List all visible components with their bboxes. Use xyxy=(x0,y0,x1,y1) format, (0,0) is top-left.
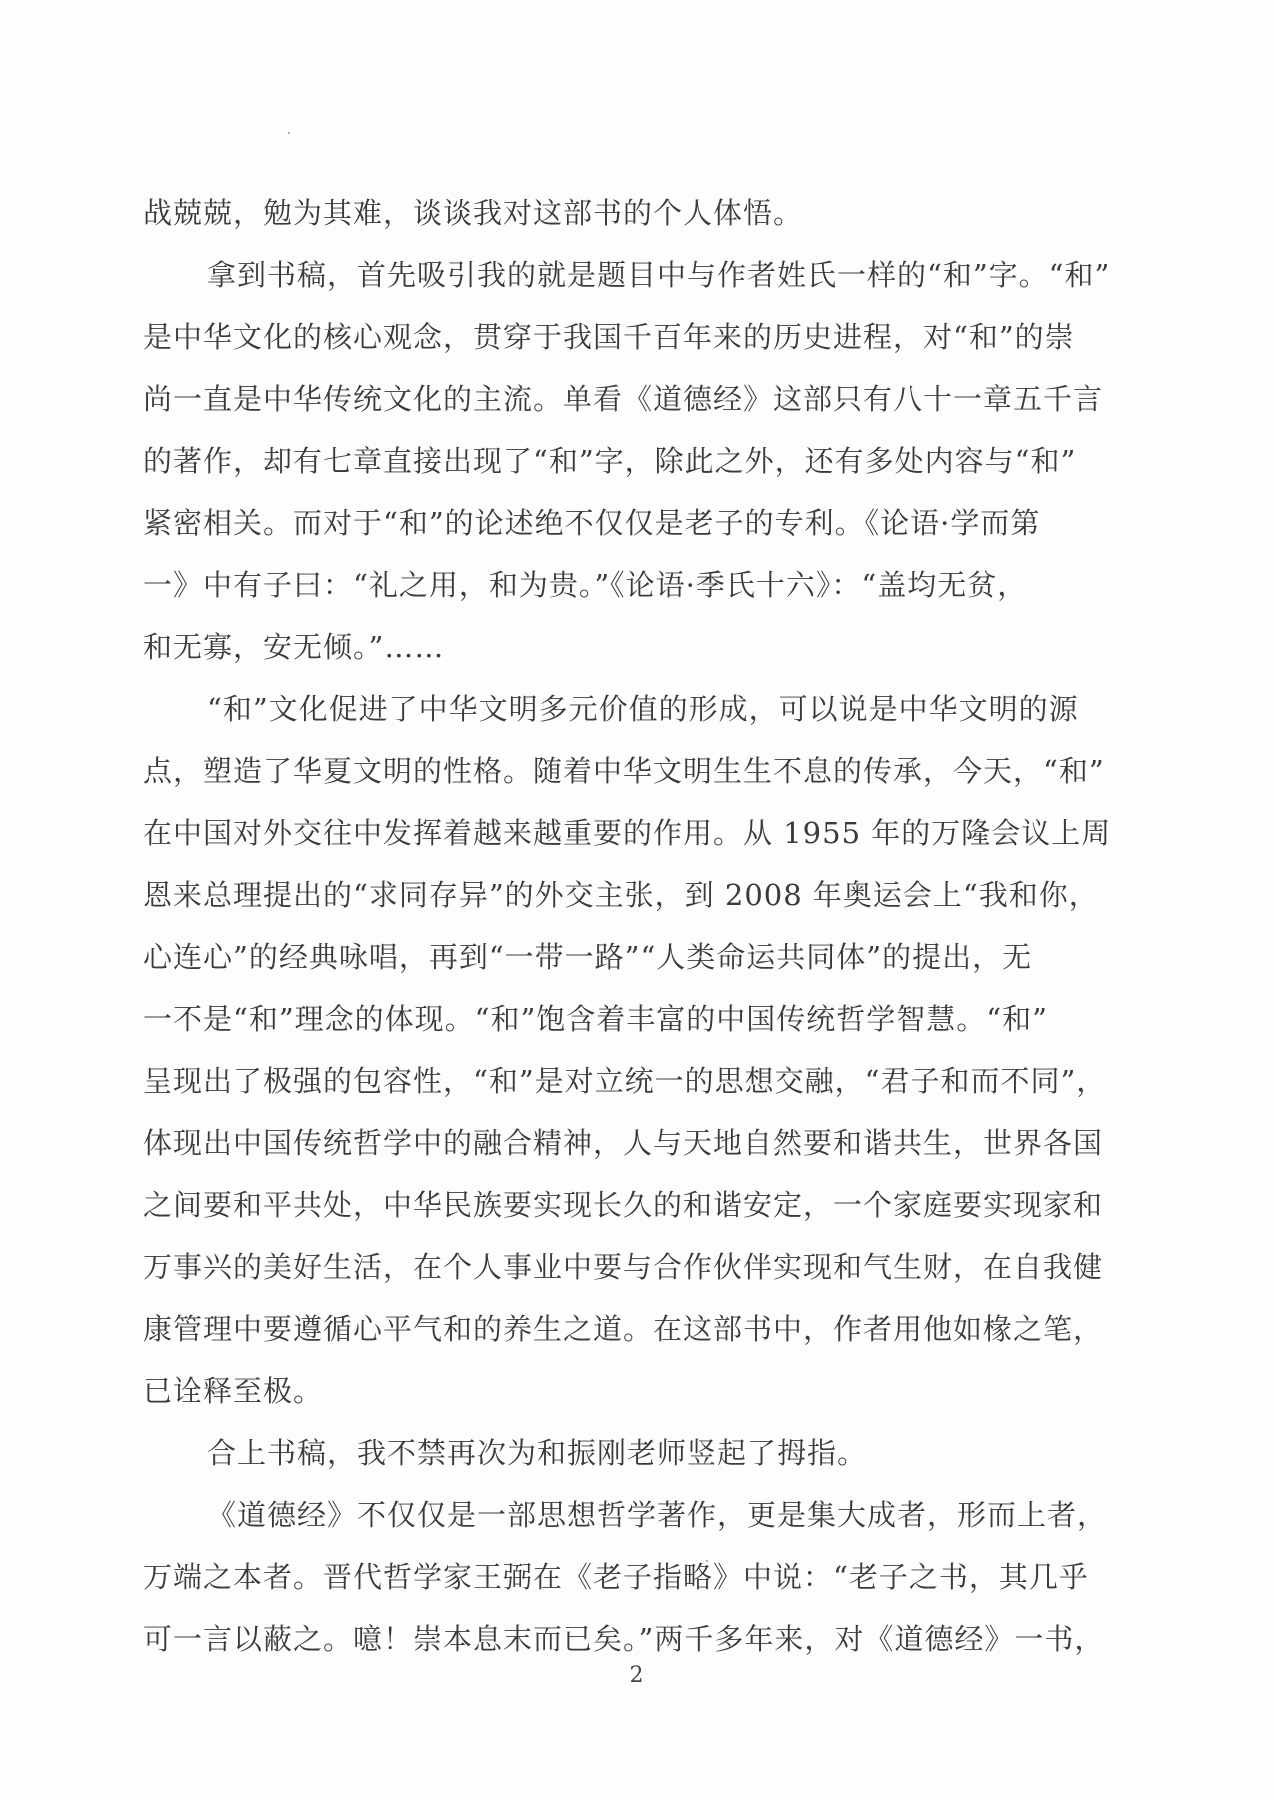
body-text xyxy=(143,182,1123,1670)
text-line: 合上书稿，我不禁再次为和振刚老师竖起了拇指。 xyxy=(207,1436,868,1470)
text-line: 在中国对外交往中发挥着越来越重要的作用。从 1955 年的万隆会议上周 xyxy=(143,816,1112,850)
text-line: 是中华文化的核心观念，贯穿于我国千百年来的历史进程，对“和”的崇 xyxy=(143,320,1075,354)
text-line: 紧密相关。而对于“和”的论述绝不仅仅是老子的专利。《论语·学而第 xyxy=(143,506,1041,540)
paragraph-4 xyxy=(143,1422,1123,1484)
text-line: 尚一直是中华传统文化的主流。单看《道德经》这部只有八十一章五千言 xyxy=(143,382,1104,416)
text-line: 恩来总理提出的“求同存异”的外交主张，到 2008 年奥运会上“我和你， xyxy=(143,878,1099,912)
paragraph-3 xyxy=(143,678,1123,1422)
text-line: 的著作，却有七章直接出现了“和”字，除此之外，还有多处内容与“和” xyxy=(143,444,1077,478)
paragraph-5 xyxy=(143,1484,1123,1670)
text-line: 点，塑造了华夏文明的性格。随着中华文明生生不息的传承，今天，“和” xyxy=(143,754,1105,788)
text-line: 可一言以蔽之。噫！崇本息末而已矣。”两千多年来，对《道德经》一书， xyxy=(143,1622,1105,1656)
text-line: 拿到书稿，首先吸引我的就是题目中与作者姓氏一样的“和”字。“和” xyxy=(207,258,1111,292)
text-line: 一不是“和”理念的体现。“和”饱含着丰富的中国传统哲学智慧。“和” xyxy=(143,1002,1048,1036)
text-line: 战兢兢，勉为其难，谈谈我对这部书的个人体悟。 xyxy=(143,196,804,230)
text-line: 体现出中国传统哲学中的融合精神，人与天地自然要和谐共生，世界各国 xyxy=(143,1126,1104,1160)
text-line: “和”文化促进了中华文明多元价值的形成，可以说是中华文明的源 xyxy=(207,692,1079,726)
text-line: 康管理中要遵循心平气和的养生之道。在这部书中，作者用他如椽之笔， xyxy=(143,1312,1104,1346)
text-line: 已诠释至极。 xyxy=(143,1374,324,1408)
page-number: 2 xyxy=(629,1663,644,1688)
text-line: 心连心”的经典咏唱，再到“一带一路”“人类命运共同体”的提出，无 xyxy=(143,940,1033,974)
text-line: 一》中有子曰：“礼之用，和为贵。”《论语·季氏十六》：“盖均无贫， xyxy=(143,568,1028,602)
text-line: 呈现出了极强的包容性，“和”是对立统一的思想交融，“君子和而不同”， xyxy=(143,1064,1107,1098)
text-line: 《道德经》不仅仅是一部思想哲学著作，更是集大成者，形而上者， xyxy=(207,1498,1108,1532)
paragraph-2 xyxy=(143,244,1123,678)
text-line: 和无寡，安无倾。”…… xyxy=(143,630,445,664)
text-line: 万端之本者。晋代哲学家王弼在《老子指略》中说：“老子之书，其几乎 xyxy=(143,1560,1089,1594)
scan-speck xyxy=(288,132,290,134)
text-line: 万事兴的美好生活，在个人事业中要与合作伙伴实现和气生财，在自我健 xyxy=(143,1250,1104,1284)
paragraph-1 xyxy=(143,182,1123,244)
text-line: 之间要和平共处，中华民族要实现长久的和谐安定，一个家庭要实现家和 xyxy=(143,1188,1104,1222)
